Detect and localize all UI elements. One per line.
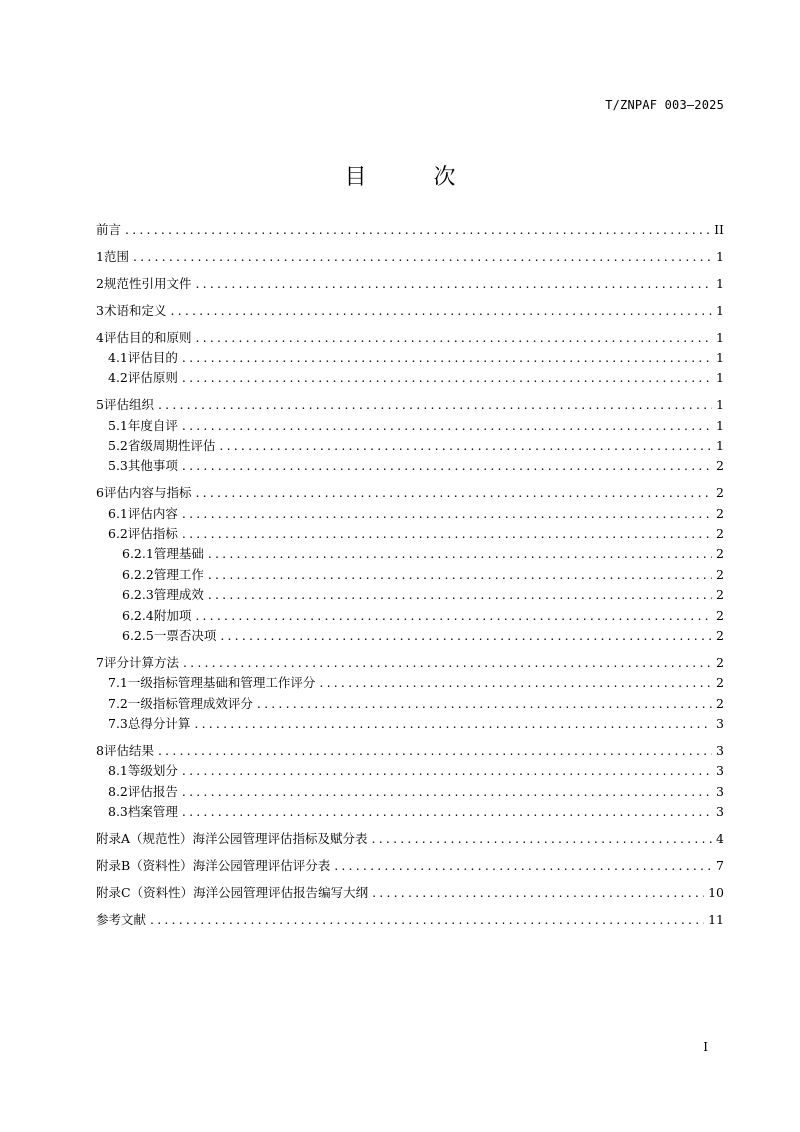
- toc-leader-dots: [220, 626, 712, 646]
- toc-entry-number: 4: [96, 329, 104, 345]
- toc-entry[interactable]: [96, 395, 724, 415]
- toc-entry-number: 2: [96, 275, 104, 291]
- toc-entry-page: 3: [716, 783, 724, 799]
- toc-entry-page: 2: [716, 654, 724, 670]
- toc-entry-title: 年度自评: [127, 417, 178, 433]
- toc-entry[interactable]: [96, 606, 724, 626]
- toc-leader-dots: [208, 565, 712, 585]
- toc-leader-dots: [182, 416, 712, 436]
- toc-entry-number: 5.2: [108, 438, 128, 454]
- toc-leader-dots: [150, 910, 704, 930]
- toc-entry[interactable]: [96, 544, 724, 564]
- toc-entry-title: 附加项: [153, 607, 192, 623]
- toc-entry-title: 评估报告: [127, 783, 178, 799]
- toc-entry-title: 评估内容与指标: [103, 485, 192, 501]
- toc-entry-number: 附录A（规范性）: [96, 831, 193, 847]
- toc-entry-number: 4.2: [108, 370, 128, 386]
- toc-leader-dots: [219, 436, 712, 456]
- toc-entry-number: 6.2.4: [122, 607, 154, 623]
- toc-entry[interactable]: [96, 456, 724, 476]
- toc-entry-page: 2: [716, 526, 724, 542]
- toc-entry[interactable]: [96, 348, 724, 368]
- toc-leader-dots: [182, 456, 712, 476]
- toc-entry-page: 1: [716, 417, 724, 433]
- toc-entry-page: 1: [716, 302, 724, 318]
- toc-entry-page: 10: [708, 884, 724, 900]
- toc-entry[interactable]: [96, 504, 724, 524]
- toc-entry-title: 一级指标管理基础和管理工作评分: [127, 675, 316, 691]
- toc-leader-dots: [158, 741, 712, 761]
- toc-leader-dots: [319, 673, 712, 693]
- toc-leader-dots: [183, 653, 712, 673]
- toc-leader-dots: [194, 714, 712, 734]
- toc-leader-dots: [125, 220, 710, 240]
- toc-entry-title: 管理成效: [153, 587, 204, 603]
- toc-leader-dots: [182, 524, 712, 544]
- toc-leader-dots: [372, 829, 712, 849]
- toc-entry-page: 2: [716, 587, 724, 603]
- toc-leader-dots: [182, 802, 712, 822]
- toc-entry-number: 5.3: [108, 458, 128, 474]
- toc-entry-number: 6: [96, 485, 104, 501]
- toc-entry-number: 5: [96, 397, 104, 413]
- toc-entry-page: 2: [716, 546, 724, 562]
- toc-entry-page: 4: [716, 831, 724, 847]
- toc-leader-dots: [372, 883, 704, 903]
- toc-entry-title: 评分计算方法: [103, 654, 179, 670]
- toc-entry[interactable]: [96, 301, 724, 321]
- toc-entry-number: 1: [96, 248, 104, 264]
- toc-entry-title: 其他事项: [127, 458, 178, 474]
- toc-entry-number: 7.3: [108, 716, 128, 732]
- toc-entry[interactable]: [96, 328, 724, 348]
- toc-entry[interactable]: [96, 653, 724, 673]
- toc-entry-number: 8: [96, 742, 104, 758]
- toc-leader-dots: [182, 782, 712, 802]
- toc-leader-dots: [257, 694, 712, 714]
- toc-entry-title: 管理工作: [153, 566, 204, 582]
- toc-entry-number: 7.2: [108, 695, 128, 711]
- toc-entry[interactable]: [96, 274, 724, 294]
- toc-leader-dots: [182, 504, 712, 524]
- toc-entry-title: 海洋公园管理评估报告编写大纲: [193, 884, 369, 900]
- toc-entry[interactable]: [96, 694, 724, 714]
- toc-entry[interactable]: [96, 829, 724, 849]
- toc-entry-number: 8.2: [108, 783, 128, 799]
- toc-entry-title: 评估目的和原则: [103, 329, 192, 345]
- toc-entry-page: 2: [716, 628, 724, 644]
- toc-entry[interactable]: [96, 761, 724, 781]
- toc-entry-number: 6.2.3: [122, 587, 154, 603]
- toc-entry[interactable]: [96, 436, 724, 456]
- toc-entry[interactable]: [96, 673, 724, 693]
- toc-entry-page: 2: [716, 505, 724, 521]
- toc-entry-number: 3: [96, 302, 104, 318]
- toc-entry-title: 省级周期性评估: [127, 438, 216, 454]
- toc-entry-number: 6.2.2: [122, 566, 154, 582]
- toc-entry-title: 评估组织: [103, 397, 154, 413]
- toc-entry[interactable]: [96, 741, 724, 761]
- toc-entry[interactable]: [96, 626, 724, 646]
- toc-entry-page: 1: [716, 329, 724, 345]
- toc-entry-page: 2: [716, 566, 724, 582]
- toc-entry-title: 范围: [103, 248, 129, 264]
- toc-entry-title: 评估目的: [127, 349, 178, 365]
- toc-entry[interactable]: [96, 714, 724, 734]
- toc-entry-page: 2: [716, 485, 724, 501]
- toc-entry[interactable]: [96, 585, 724, 605]
- toc-entry[interactable]: [96, 856, 724, 876]
- toc-leader-dots: [182, 348, 712, 368]
- toc-entry[interactable]: [96, 883, 724, 903]
- toc-entry-page: 11: [708, 911, 724, 927]
- toc-leader-dots: [334, 856, 712, 876]
- toc-entry-page: 1: [716, 275, 724, 291]
- toc-entry-title: 评估原则: [127, 370, 178, 386]
- toc-entry-number: 附录B（资料性）: [96, 857, 193, 873]
- toc-entry-page: 1: [716, 438, 724, 454]
- toc-leader-dots: [158, 395, 712, 415]
- toc-leader-dots: [170, 301, 712, 321]
- toc-entry-title: 评估结果: [103, 742, 154, 758]
- toc-entry-title: 规范性引用文件: [103, 275, 192, 291]
- toc-entry-title: 海洋公园管理评估指标及赋分表: [192, 831, 368, 847]
- toc-entry-title: 评估指标: [127, 526, 178, 542]
- page-number: I: [703, 1040, 708, 1054]
- toc-entry-page: 1: [716, 349, 724, 365]
- table-of-contents: [96, 220, 724, 930]
- toc-entry-title: 术语和定义: [103, 302, 167, 318]
- toc-entry-page: 1: [716, 397, 724, 413]
- toc-entry[interactable]: [96, 247, 724, 267]
- toc-entry-number: 6.2.1: [122, 546, 154, 562]
- toc-entry-page: 3: [716, 804, 724, 820]
- toc-entry-number: 6.1: [108, 505, 128, 521]
- toc-entry-page: 3: [716, 716, 724, 732]
- toc-entry-page: 3: [716, 763, 724, 779]
- toc-entry-page: 1: [716, 370, 724, 386]
- toc-entry-page: II: [714, 222, 724, 237]
- toc-entry-number: 6.2.5: [122, 628, 154, 644]
- toc-entry-title: 一级指标管理成效评分: [127, 695, 253, 711]
- toc-entry-title: 管理基础: [153, 546, 204, 562]
- toc-leader-dots: [208, 585, 712, 605]
- toc-entry-page: 2: [716, 695, 724, 711]
- toc-entry-number: 4.1: [108, 349, 128, 365]
- toc-entry-page: 3: [716, 742, 724, 758]
- toc-leader-dots: [195, 328, 712, 348]
- toc-entry-number: 7.1: [108, 675, 128, 691]
- toc-leader-dots: [133, 247, 712, 267]
- toc-entry[interactable]: [96, 565, 724, 585]
- page-title: 目 次: [344, 165, 486, 190]
- toc-leader-dots: [195, 274, 712, 294]
- toc-entry-title: 一票否决项: [153, 628, 217, 644]
- toc-entry-title: 总得分计算: [127, 716, 191, 732]
- toc-entry-number: 8.1: [108, 763, 128, 779]
- toc-entry-number: 附录C（资料性）: [96, 884, 194, 900]
- toc-entry-title: 海洋公园管理评估评分表: [192, 857, 331, 873]
- toc-leader-dots: [195, 483, 712, 503]
- toc-entry-title: 参考文献: [96, 911, 147, 927]
- toc-entry-number: 5.1: [108, 417, 128, 433]
- toc-entry-title: 档案管理: [127, 804, 178, 820]
- toc-entry-title: 评估内容: [127, 505, 178, 521]
- toc-leader-dots: [208, 544, 712, 564]
- toc-entry-page: 2: [716, 675, 724, 691]
- toc-entry[interactable]: [96, 368, 724, 388]
- toc-entry-title: 等级划分: [127, 763, 178, 779]
- toc-entry[interactable]: [96, 524, 724, 544]
- document-code: T/ZNPAF 003—2025: [605, 98, 724, 112]
- toc-entry-page: 2: [716, 607, 724, 623]
- toc-entry[interactable]: [96, 416, 724, 436]
- toc-entry-title: 前言: [96, 222, 122, 237]
- toc-entry-number: 7: [96, 654, 104, 670]
- toc-entry[interactable]: [96, 782, 724, 802]
- toc-entry-page: 7: [716, 857, 724, 873]
- toc-leader-dots: [195, 606, 712, 626]
- toc-entry[interactable]: [96, 483, 724, 503]
- toc-entry[interactable]: [96, 910, 724, 930]
- toc-entry[interactable]: [96, 802, 724, 822]
- toc-leader-dots: [182, 368, 712, 388]
- toc-entry-number: 6.2: [108, 526, 128, 542]
- toc-entry-number: 8.3: [108, 804, 128, 820]
- toc-entry-page: 1: [716, 248, 724, 264]
- toc-entry[interactable]: [96, 220, 724, 240]
- toc-leader-dots: [182, 761, 712, 781]
- toc-entry-page: 2: [716, 458, 724, 474]
